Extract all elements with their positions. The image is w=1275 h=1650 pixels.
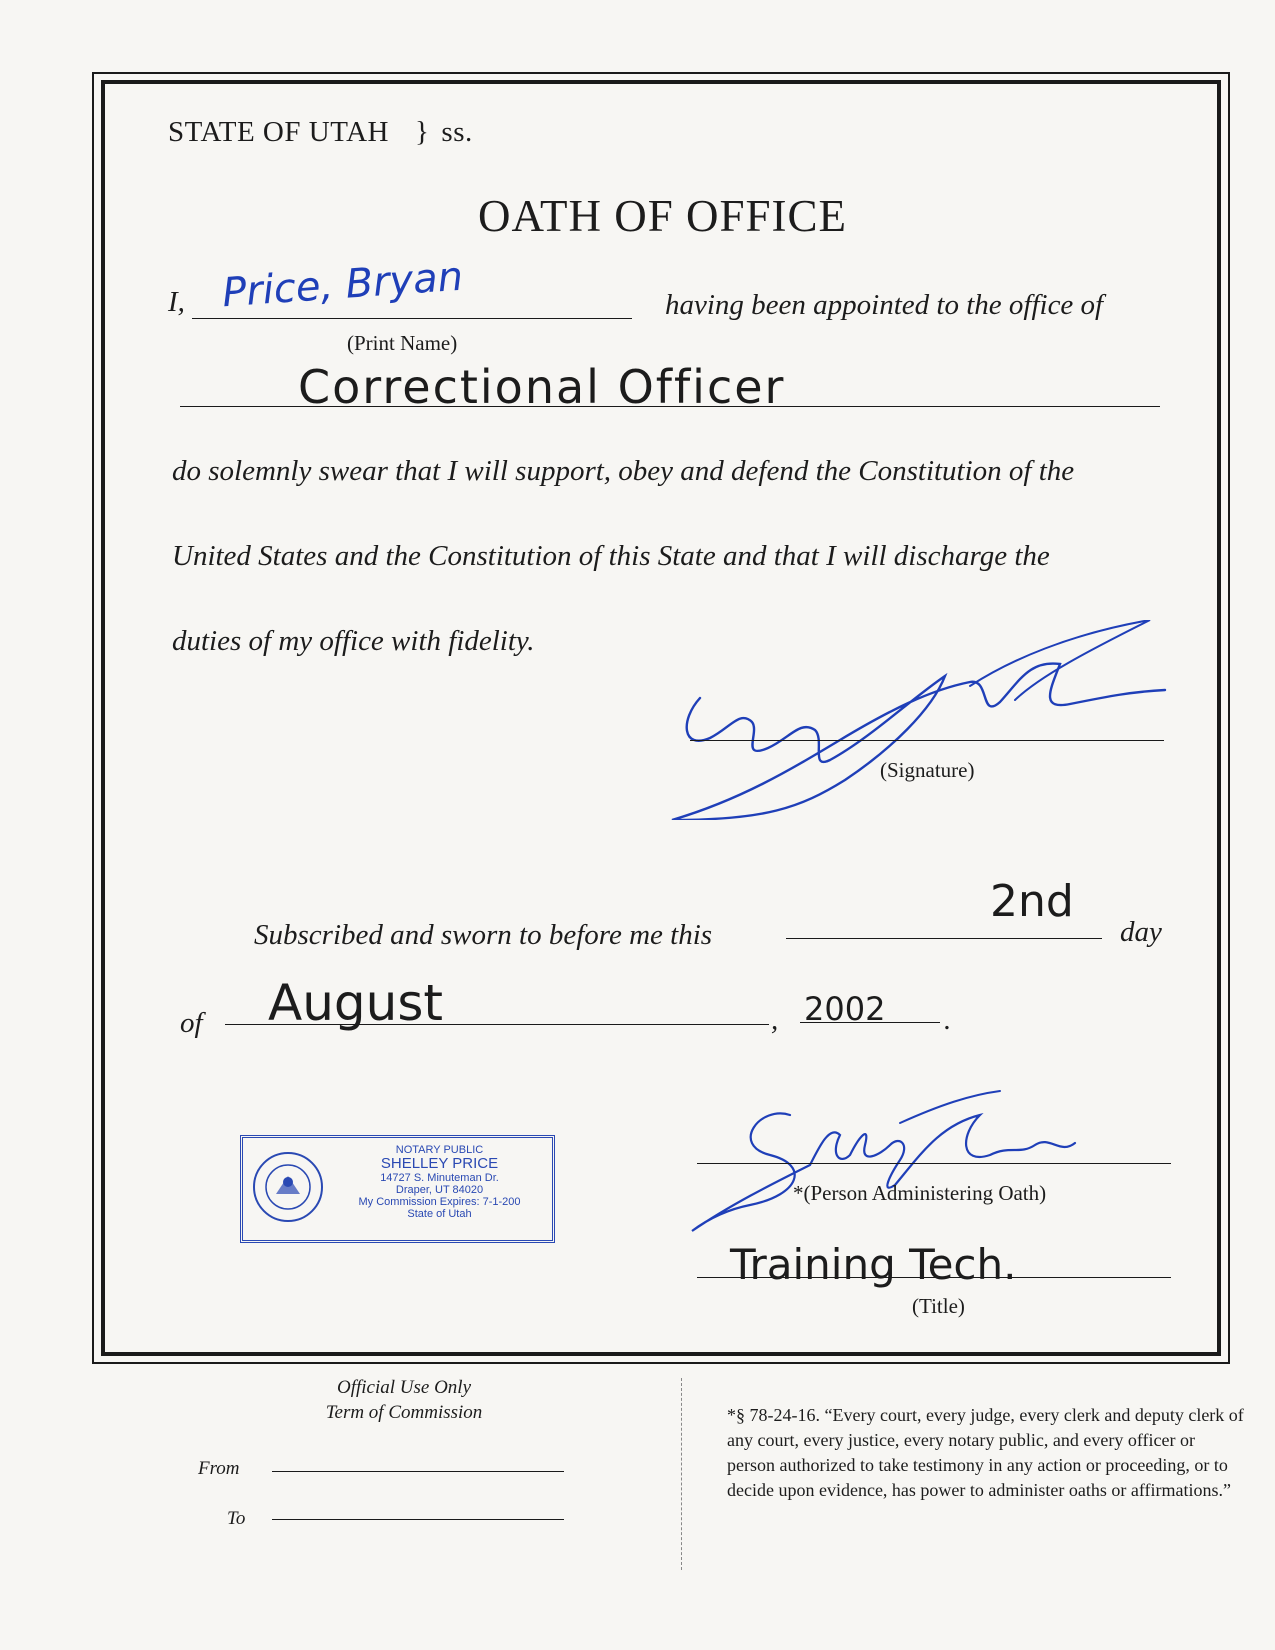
from-field-line[interactable] xyxy=(272,1471,564,1472)
to-field-line[interactable] xyxy=(272,1519,564,1520)
year-handwriting[interactable]: 2002 xyxy=(804,990,886,1028)
title-caption: (Title) xyxy=(912,1294,965,1318)
title-handwriting[interactable]: Training Tech. xyxy=(730,1240,1017,1289)
oath-line-3: duties of my office with fidelity. xyxy=(172,625,535,657)
official-use-label: Official Use Only xyxy=(336,1377,472,1398)
ss-label: ss. xyxy=(441,116,473,148)
statute-notice: *§ 78-24-16. “Every court, every judge, every clerk and deputy clerk of any court, every justice, every notary public, and every officer or person authorized to take testimony in any action or proceeding, or to decide upon evidence, has power to administer oaths or affirmations.” xyxy=(727,1405,1244,1500)
oath-taker-signature xyxy=(670,620,1170,820)
seal-address-1: 14727 S. Minuteman Dr. xyxy=(380,1172,499,1184)
administrator-field-line xyxy=(697,1163,1171,1164)
term-of-commission-label: Term of Commission xyxy=(325,1402,483,1423)
printed-name-handwriting[interactable]: Price, Bryan xyxy=(220,253,465,317)
notary-seal-stamp xyxy=(240,1135,555,1243)
official-use-heading xyxy=(304,1375,504,1425)
seal-line-notary: NOTARY PUBLIC xyxy=(395,1144,484,1156)
administrator-caption: *(Person Administering Oath) xyxy=(793,1181,1047,1205)
administrator-signature xyxy=(690,1085,1090,1235)
day-word: day xyxy=(1120,916,1162,948)
oath-line-1: do solemnly swear that I will support, obey and defend the Constitution of the xyxy=(172,455,1075,487)
state-seal-icon xyxy=(251,1150,325,1224)
to-label: To xyxy=(227,1508,246,1529)
date-period: . xyxy=(944,1004,952,1036)
seal-commission: My Commission Expires: 7-1-200 xyxy=(358,1196,521,1208)
oath-line-2: United States and the Constitution of this State and that I will discharge the xyxy=(172,540,1050,572)
seal-state: State of Utah xyxy=(407,1208,472,1220)
signature-field-line xyxy=(690,740,1164,741)
seal-notary-name: SHELLEY PRICE xyxy=(380,1155,499,1172)
notary-seal-text xyxy=(327,1144,552,1220)
appointed-text: having been appointed to the office of xyxy=(665,289,1104,321)
of-word: of xyxy=(180,1007,203,1039)
from-label: From xyxy=(198,1458,240,1479)
office-handwriting[interactable]: Correctional Officer xyxy=(298,360,786,414)
day-field-line xyxy=(786,938,1102,939)
brace: } xyxy=(414,116,430,148)
section-divider xyxy=(681,1378,682,1570)
month-handwriting[interactable]: August xyxy=(268,974,443,1032)
intro-i: I, xyxy=(168,286,185,318)
date-comma: , xyxy=(771,1004,779,1036)
seal-address-2: Draper, UT 84020 xyxy=(395,1184,484,1196)
signature-caption: (Signature) xyxy=(880,758,975,782)
venue-line xyxy=(168,116,473,149)
sworn-text: Subscribed and sworn to before me this xyxy=(254,919,713,951)
name-field-line xyxy=(192,318,632,319)
state-label: STATE OF UTAH xyxy=(168,116,389,148)
document-title: OATH OF OFFICE xyxy=(477,191,848,241)
print-name-caption: (Print Name) xyxy=(347,331,458,355)
day-handwriting[interactable]: 2nd xyxy=(990,876,1074,927)
